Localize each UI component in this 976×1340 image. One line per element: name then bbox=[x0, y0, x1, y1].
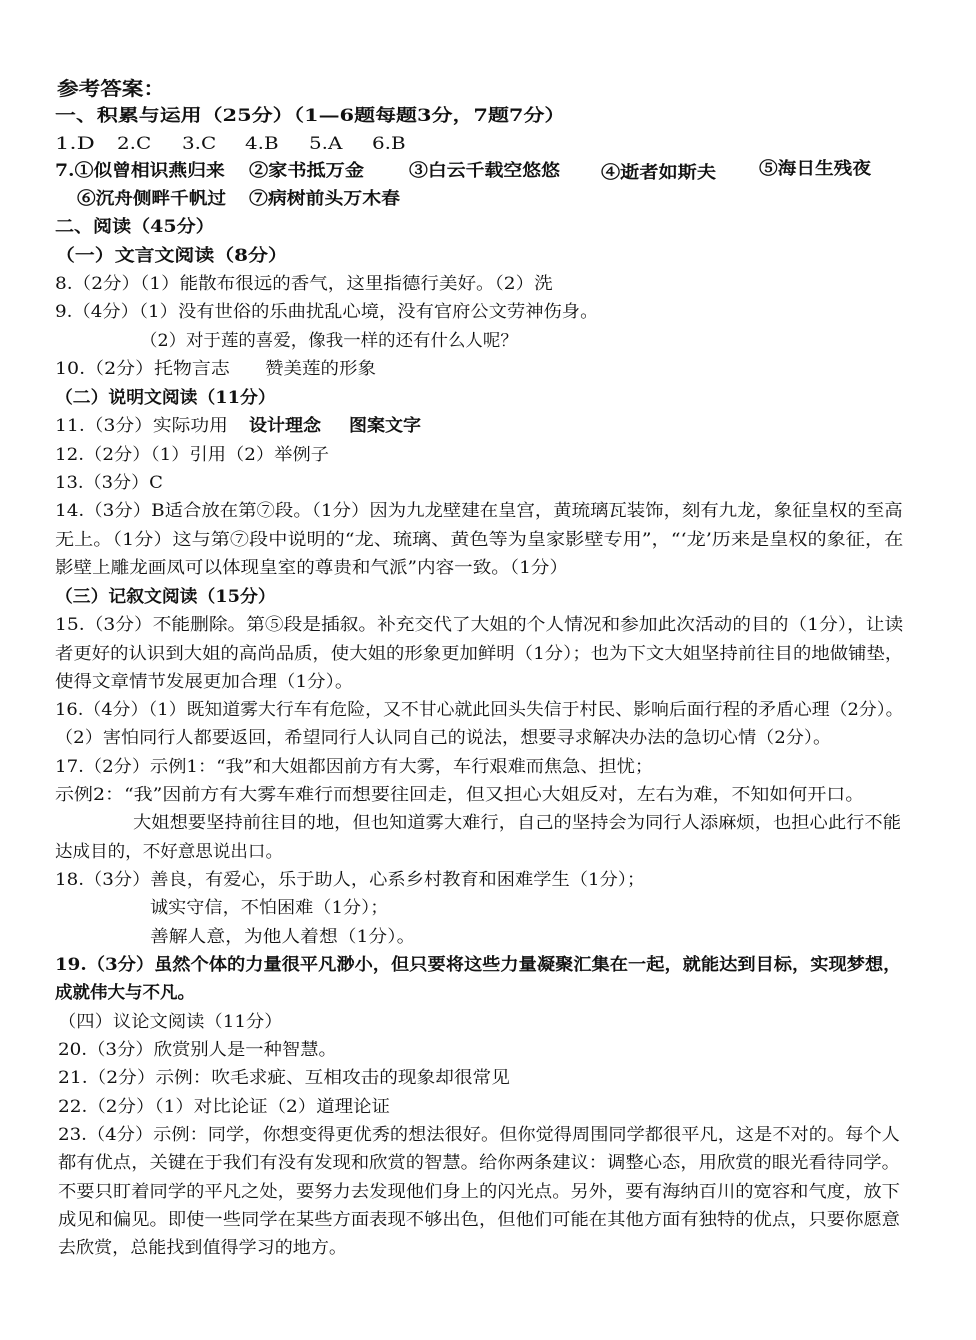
answer-line: 诚实守信，不怕困难（1分）； bbox=[150, 898, 389, 918]
answer-line: 图案文字 bbox=[349, 416, 421, 436]
answer-line: 4.B bbox=[245, 134, 279, 154]
answer-line: 善解人意，为他人着想（1分）。 bbox=[150, 927, 416, 947]
answer-line: ⑦病树前头万木春 bbox=[249, 189, 401, 209]
answer-line: 大姐想要坚持前往目的地，但也知道雾大难行，自己的坚持会为同行人添麻烦，也担心此行不能 bbox=[133, 813, 901, 833]
answer-line: 赞美莲的形象 bbox=[265, 359, 376, 379]
answer-line: 者更好的认识到大姐的高尚品质，使大姐的形象更加鲜明（1分）；也为下文大姐坚持前往目的地做铺垫， bbox=[55, 644, 904, 664]
answer-line: ⑥沉舟侧畔千帆过 bbox=[77, 189, 227, 209]
subsection-heading: （三）记叙文阅读（15分） bbox=[55, 587, 276, 607]
page-title: 参考答案： bbox=[57, 78, 166, 100]
answer-line: 8.（2分）（1）能散布很远的香气，这里指德行美好。（2）洗 bbox=[55, 274, 553, 294]
answer-line: 达成目的，不好意思说出口。 bbox=[55, 842, 284, 862]
answer-line: 1.D bbox=[55, 134, 95, 154]
answer-line: 示例2：“我”因前方有大雾车难行而想要往回走，但又担心大姐反对，左右为难，不知如何开口。 bbox=[55, 785, 865, 805]
answer-line: 17.（2分）示例1：“我”和大姐都因前方有大雾，车行艰难而焦急、担忧； bbox=[55, 757, 654, 777]
answer-line: 设计理念 bbox=[249, 416, 321, 436]
answer-line: 不要只盯着同学的平凡之处，要努力去发现他们身上的闪光点。另外，要有海纳百川的宽容和气度，放下 bbox=[58, 1182, 900, 1202]
answer-line: 12.（2分）（1）引用（2）举例子 bbox=[55, 445, 329, 465]
answer-line: 3.C bbox=[182, 134, 217, 154]
answer-line: 18.（3分）善良，有爱心，乐于助人，心系乡村教育和困难学生（1分）； bbox=[55, 870, 646, 890]
answer-line: 22.（2分）（1）对比论证（2）道理论证 bbox=[58, 1097, 390, 1117]
section-heading: 二、阅读（45分） bbox=[55, 217, 215, 237]
answer-line: 7.①似曾相识燕归来 bbox=[55, 161, 225, 181]
answer-line: 13.（3分）C bbox=[55, 473, 163, 493]
answer-line: 16.（4分）（1）既知道雾大行车有危险，又不甘心就此回头失信于村民、影响后面行程的矛盾心理（2分）。 bbox=[55, 700, 904, 720]
answer-line: 6.B bbox=[372, 134, 406, 154]
section-heading: 一、积累与运用（25分）（1—6题每题3分，7题7分） bbox=[55, 106, 566, 126]
answer-line: 都有优点，关键在于我们有没有发现和欣赏的智慧。给你两条建议：调整心态，用欣赏的眼光看待同学。 bbox=[58, 1153, 900, 1173]
answer-line: 15.（3分）不能删除。第⑤段是插叙。补充交代了大姐的个人情况和参加此次活动的目的（1分），让读 bbox=[55, 615, 904, 635]
answer-line: ②家书抵万金 bbox=[249, 161, 365, 181]
answer-line: 5.A bbox=[309, 134, 343, 154]
answer-line: 影壁上雕龙画凤可以体现皇室的尊贵和气派”内容一致。（1分） bbox=[55, 558, 569, 578]
answer-line: ③白云千载空悠悠 bbox=[409, 161, 561, 181]
answer-line: 10.（2分）托物言志 bbox=[55, 359, 230, 379]
answer-line: 19.（3分）虽然个体的力量很平凡渺小，但只要将这些力量凝聚汇集在一起，就能达到目标，实现梦想， bbox=[55, 955, 902, 975]
answer-line: 成见和偏见。即使一些同学在某些方面表现不够出色，但他们可能在其他方面有独特的优点，只要你愿意 bbox=[58, 1210, 900, 1230]
answer-line: （2）害怕同行人都要返回，希望同行人认同自己的说法，想要寻求解决办法的急切心情（2分）。 bbox=[55, 728, 832, 748]
answer-line: 无上。（1分）这与第⑦段中说明的“龙、琉璃、黄色等为皇家影壁专用”，“‘龙’历来是皇权的象征，在 bbox=[55, 530, 904, 550]
answer-line: 成就伟大与不凡。 bbox=[55, 983, 195, 1003]
answer-line: ④逝者如斯夫 bbox=[601, 163, 717, 183]
answer-line: 20.（3分）欣赏别人是一种智慧。 bbox=[58, 1040, 337, 1060]
answer-line: 14.（3分）B适合放在第⑦段。（1分）因为九龙壁建在皇宫，黄琉璃瓦装饰，刻有九龙，象征皇权的至高 bbox=[55, 501, 903, 521]
answer-line: ⑤海日生残夜 bbox=[759, 159, 871, 179]
answer-line: 2.C bbox=[117, 134, 152, 154]
subsection-heading: （二）说明文阅读（11分） bbox=[55, 388, 276, 408]
answer-line: 去欣赏，总能找到值得学习的地方。 bbox=[58, 1238, 347, 1258]
answer-line: 使得文章情节发展更加合理（1分）。 bbox=[55, 672, 354, 692]
answer-line: 21.（2分）示例：吹毛求疵、互相攻击的现象却很常见 bbox=[58, 1068, 510, 1088]
subsection-heading: （四）议论文阅读（11分） bbox=[58, 1012, 283, 1032]
answer-line: 23.（4分）示例：同学，你想变得更优秀的想法很好。但你觉得周围同学都很平凡，这是不对的。每个人 bbox=[58, 1125, 900, 1145]
subsection-heading: （一）文言文阅读（8分） bbox=[55, 246, 288, 266]
answer-line: 11.（3分）实际功用 bbox=[55, 416, 228, 436]
answer-line: 9.（4分）（1）没有世俗的乐曲扰乱心境，没有官府公文劳神伤身。 bbox=[55, 302, 599, 322]
answer-line: （2）对于莲的喜爱，像我一样的还有什么人呢？ bbox=[140, 331, 518, 351]
